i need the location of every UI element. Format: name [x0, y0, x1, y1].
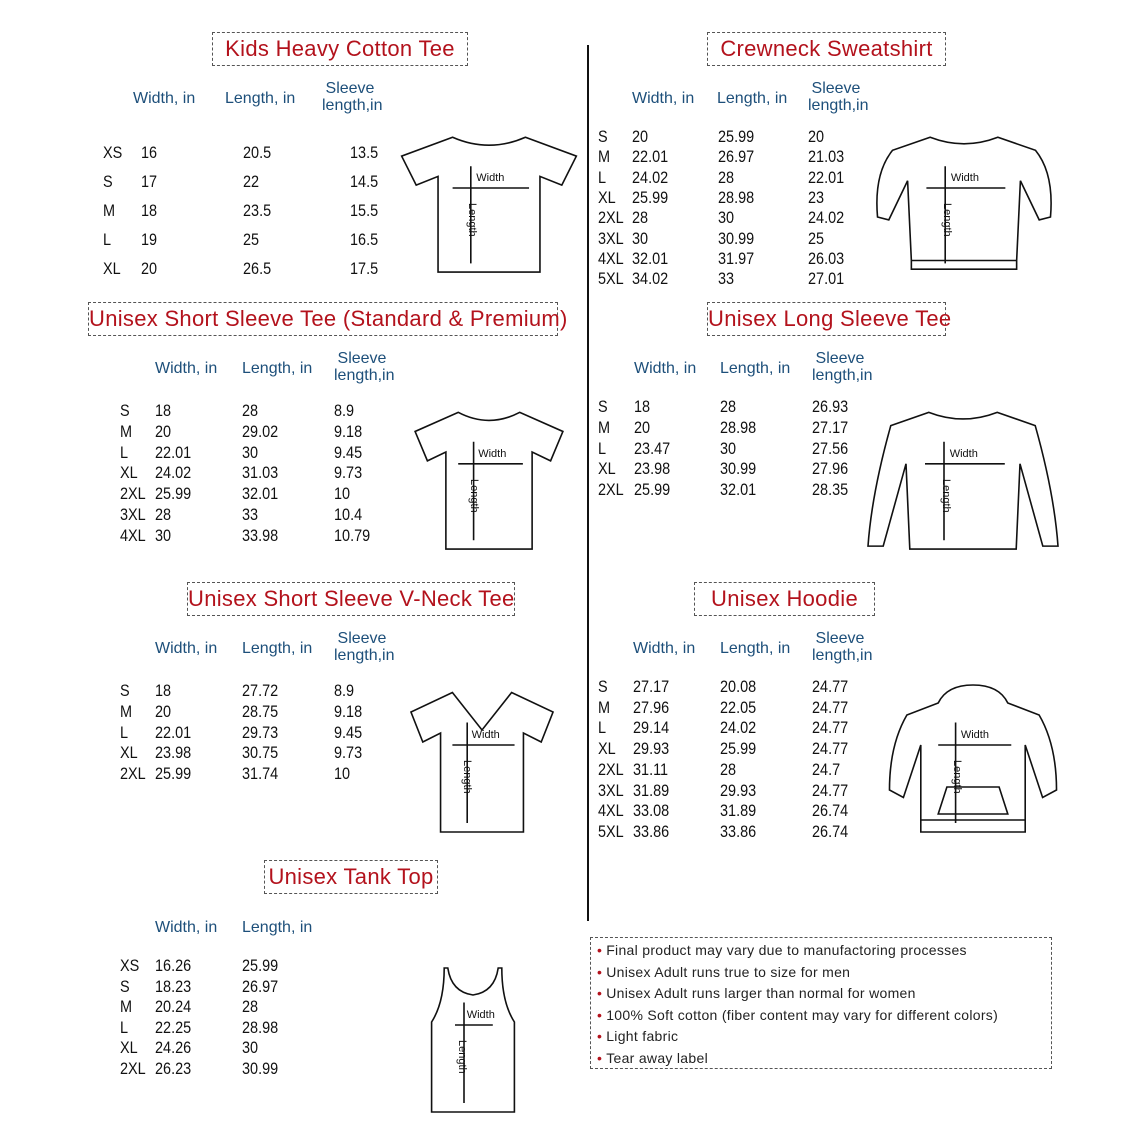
width-label: Width	[466, 1009, 495, 1021]
note-item: • Unisex Adult runs larger than normal for women	[597, 985, 916, 1002]
measurement-value: 18.23	[155, 976, 192, 996]
column-header: Width, in	[133, 90, 196, 107]
measurement-value: 31.74	[242, 764, 279, 784]
size-label: 2XL	[120, 1059, 146, 1078]
measurement-value: 16	[141, 143, 158, 162]
measurement-value: 22.01	[632, 147, 669, 167]
measurement-value: 24.77	[812, 780, 849, 800]
measurement-value: 29.14	[633, 718, 670, 738]
measurement-value: 8.9	[334, 401, 355, 420]
width-label: Width	[478, 447, 507, 460]
measurement-value: 20.24	[155, 997, 192, 1017]
size-label: 5XL	[598, 269, 624, 289]
size-label: S	[120, 976, 130, 996]
column-header: Length, in	[720, 640, 791, 657]
measurement-value: 25.99	[718, 127, 755, 146]
measurement-value: 33.08	[633, 801, 670, 821]
note-text: Unisex Adult runs true to size for men	[606, 963, 851, 980]
measurement-value: 20.5	[243, 143, 272, 162]
measurement-value: 28	[242, 401, 259, 420]
size-label: 2XL	[598, 208, 624, 228]
measurement-value: 9.45	[334, 722, 363, 742]
measurement-value: 24.77	[812, 739, 849, 759]
measurement-value: 20	[141, 259, 158, 278]
measurement-value: 9.73	[334, 463, 363, 483]
measurement-value: 30.99	[720, 459, 757, 479]
measurement-value: 23.98	[155, 743, 192, 763]
measurement-value: 10	[334, 764, 351, 784]
size-label: M	[598, 697, 611, 717]
measurement-value: 32.01	[632, 248, 669, 268]
width-label: Width	[950, 172, 979, 184]
size-label: L	[598, 167, 607, 187]
size-label: 4XL	[598, 801, 624, 821]
column-header: Sleeve length,in	[334, 350, 395, 384]
measurement-value: 20	[634, 417, 651, 437]
tank-illustration	[428, 965, 518, 1115]
measurement-value: 31.11	[633, 759, 669, 779]
measurement-value: 28	[632, 208, 649, 228]
size-label: 3XL	[598, 228, 624, 248]
measurement-value: 33	[242, 505, 259, 524]
measurement-value: 16.26	[155, 956, 192, 975]
measurement-value: 26.93	[812, 397, 849, 416]
measurement-value: 22.01	[808, 167, 845, 187]
column-header: Sleeve length,in	[808, 80, 869, 114]
length-label: Length	[939, 478, 952, 513]
size-label: S	[103, 172, 113, 191]
sweatshirt-illustration	[870, 130, 1058, 275]
column-header: Length, in	[242, 919, 313, 936]
size-label: XL	[103, 259, 121, 278]
measurement-value: 23	[808, 187, 825, 207]
column-header: Width, in	[155, 640, 218, 657]
note-item: • Light fabric	[597, 1028, 679, 1045]
note-text: 100% Soft cotton (fiber content may vary for different colors)	[606, 1006, 999, 1023]
length-label: Length	[455, 1040, 468, 1074]
measurement-value: 21.03	[808, 147, 845, 167]
measurement-value: 30.99	[718, 228, 755, 248]
size-label: L	[103, 230, 112, 249]
measurement-value: 32.01	[720, 480, 757, 500]
measurement-value: 26.74	[812, 821, 849, 841]
size-label: 3XL	[120, 505, 146, 524]
measurement-value: 25	[243, 230, 260, 249]
measurement-value: 15.5	[350, 201, 379, 220]
measurement-value: 28	[720, 759, 737, 779]
measurement-value: 27.01	[808, 269, 845, 289]
measurement-value: 25.99	[155, 764, 192, 784]
size-label: 4XL	[598, 248, 624, 268]
measurement-value: 28	[718, 167, 735, 187]
measurement-value: 17	[141, 172, 158, 191]
size-label: XL	[598, 459, 616, 479]
column-divider	[587, 45, 589, 921]
measurement-value: 27.17	[812, 417, 849, 437]
measurement-value: 16.5	[350, 230, 379, 249]
measurement-value: 31.89	[720, 801, 757, 821]
measurement-value: 27.56	[812, 438, 849, 458]
measurement-value: 10.79	[334, 525, 371, 545]
measurement-value: 22.01	[155, 722, 192, 742]
measurement-value: 20.08	[720, 677, 757, 696]
measurement-value: 31.89	[633, 780, 670, 800]
measurement-value: 29.93	[720, 780, 757, 800]
measurement-value: 25.99	[632, 187, 669, 207]
tee-illustration	[412, 405, 566, 552]
size-label: L	[598, 438, 607, 458]
measurement-value: 31.97	[718, 248, 755, 268]
column-header: Length, in	[720, 360, 791, 377]
measurement-value: 20	[155, 421, 172, 441]
measurement-value: 20	[632, 127, 649, 146]
measurement-value: 24.26	[155, 1038, 192, 1058]
measurement-value: 24.77	[812, 677, 849, 696]
size-label: S	[598, 677, 608, 696]
measurement-value: 24.77	[812, 697, 849, 717]
size-label: 2XL	[598, 480, 624, 500]
measurement-value: 29.93	[633, 739, 670, 759]
size-label: XL	[120, 463, 138, 483]
note-item: • Final product may vary due to manufactoring processes	[597, 942, 967, 958]
measurement-value: 13.5	[350, 143, 379, 162]
measurement-value: 30.75	[242, 743, 279, 763]
measurement-value: 33.98	[242, 525, 279, 545]
note-item: • Tear away label	[597, 1049, 708, 1066]
size-label: S	[598, 397, 608, 416]
width-label: Width	[960, 729, 989, 741]
size-label: XL	[120, 743, 138, 763]
notes-box	[590, 937, 1052, 1069]
measurement-value: 26.23	[155, 1059, 192, 1078]
size-label: S	[120, 681, 130, 700]
measurement-value: 33	[718, 269, 735, 289]
size-label: M	[103, 201, 116, 220]
size-label: 2XL	[120, 484, 146, 504]
measurement-value: 27.17	[633, 677, 670, 696]
size-label: 2XL	[120, 764, 146, 784]
size-label: XL	[598, 187, 616, 207]
size-label: XL	[120, 1038, 138, 1058]
measurement-value: 20	[155, 701, 172, 721]
measurement-value: 26.74	[812, 801, 849, 821]
measurement-value: 14.5	[350, 172, 379, 191]
size-label: L	[598, 718, 607, 738]
measurement-value: 23.5	[243, 201, 272, 220]
section-title-unisex-long-sleeve-tee: Unisex Long Sleeve Tee	[707, 302, 946, 336]
longsleeve-illustration	[868, 405, 1058, 552]
column-header: Sleeve length,in	[812, 630, 873, 664]
size-label: 3XL	[598, 780, 624, 800]
length-label: Length	[467, 478, 480, 513]
column-header: Width, in	[633, 640, 696, 657]
measurement-value: 30.99	[242, 1059, 279, 1078]
measurement-value: 18	[155, 401, 172, 420]
measurement-value: 29.02	[242, 421, 279, 441]
measurement-value: 24.02	[808, 208, 845, 228]
column-header: Length, in	[242, 360, 313, 377]
tee-illustration	[398, 130, 580, 275]
measurement-value: 24.02	[155, 463, 192, 483]
note-text: Unisex Adult runs larger than normal for women	[606, 985, 916, 1002]
column-header: Sleeve length,in	[322, 80, 383, 114]
size-label: L	[120, 1017, 129, 1037]
length-label: Length	[461, 760, 474, 794]
column-header: Length, in	[717, 90, 788, 107]
measurement-value: 25.99	[242, 956, 279, 975]
measurement-value: 9.73	[334, 743, 363, 763]
note-item: • Unisex Adult runs true to size for men	[597, 963, 851, 980]
size-label: M	[120, 997, 133, 1017]
measurement-value: 24.7	[812, 759, 841, 779]
size-label: M	[120, 421, 133, 441]
measurement-value: 30	[242, 442, 259, 462]
column-header: Length, in	[242, 640, 313, 657]
measurement-value: 10	[334, 484, 351, 504]
size-label: XS	[103, 143, 123, 162]
measurement-value: 10.4	[334, 505, 363, 524]
size-label: XS	[120, 956, 140, 975]
measurement-value: 24.77	[812, 718, 849, 738]
measurement-value: 25.99	[634, 480, 671, 500]
measurement-value: 28.98	[242, 1017, 279, 1037]
measurement-value: 27.96	[633, 697, 670, 717]
measurement-value: 22.05	[720, 697, 757, 717]
measurement-value: 28	[155, 505, 172, 524]
measurement-value: 9.18	[334, 701, 363, 721]
measurement-value: 9.18	[334, 421, 363, 441]
measurement-value: 33.86	[633, 821, 670, 841]
column-header: Width, in	[632, 90, 695, 107]
size-label: 2XL	[598, 759, 624, 779]
measurement-value: 34.02	[632, 269, 669, 289]
measurement-value: 28.75	[242, 701, 279, 721]
measurement-value: 29.73	[242, 722, 279, 742]
length-label: Length	[940, 202, 953, 237]
measurement-value: 25.99	[155, 484, 192, 504]
column-header: Sleeve length,in	[812, 350, 873, 384]
size-label: L	[120, 722, 129, 742]
measurement-value: 8.9	[334, 681, 355, 700]
measurement-value: 23.47	[634, 438, 671, 458]
measurement-value: 28	[720, 397, 737, 416]
measurement-value: 31.03	[242, 463, 279, 483]
measurement-value: 30	[242, 1038, 259, 1058]
measurement-value: 18	[141, 201, 158, 220]
measurement-value: 22.01	[155, 442, 192, 462]
size-label: S	[598, 127, 608, 146]
width-label: Width	[949, 447, 978, 460]
measurement-value: 22	[243, 172, 260, 191]
size-label: M	[120, 701, 133, 721]
column-header: Width, in	[155, 919, 218, 936]
measurement-value: 23.98	[634, 459, 671, 479]
note-text: Tear away label	[606, 1049, 708, 1066]
measurement-value: 26.03	[808, 248, 845, 268]
measurement-value: 28.98	[718, 187, 755, 207]
measurement-value: 18	[155, 681, 172, 700]
measurement-value: 26.5	[243, 259, 272, 278]
measurement-value: 24.02	[720, 718, 757, 738]
measurement-value: 30	[632, 228, 649, 248]
width-label: Width	[476, 172, 505, 184]
measurement-value: 32.01	[242, 484, 279, 504]
note-text: Final product may vary due to manufactoring processes	[606, 942, 967, 958]
measurement-value: 19	[141, 230, 158, 249]
measurement-value: 18	[634, 397, 651, 416]
size-label: 4XL	[120, 525, 146, 545]
hoodie-illustration	[886, 685, 1060, 835]
measurement-value: 9.45	[334, 442, 363, 462]
measurement-value: 30	[718, 208, 735, 228]
measurement-value: 27.96	[812, 459, 849, 479]
size-label: 5XL	[598, 821, 624, 841]
column-header: Width, in	[155, 360, 218, 377]
size-label: M	[598, 417, 611, 437]
size-label: M	[598, 147, 611, 167]
measurement-value: 25.99	[720, 739, 757, 759]
length-label: Length	[466, 202, 479, 237]
note-text: Light fabric	[606, 1028, 679, 1045]
measurement-value: 33.86	[720, 821, 757, 841]
measurement-value: 26.97	[718, 147, 755, 167]
measurement-value: 24.02	[632, 167, 669, 187]
note-item: • 100% Soft cotton (fiber content may vary for different colors)	[597, 1006, 999, 1023]
size-label: S	[120, 401, 130, 420]
size-label: XL	[598, 739, 616, 759]
section-title-crewneck-sweatshirt: Crewneck Sweatshirt	[707, 32, 946, 66]
length-label: Length	[950, 760, 963, 794]
section-title-unisex-hoodie: Unisex Hoodie	[694, 582, 875, 616]
column-header: Width, in	[634, 360, 697, 377]
size-label: L	[120, 442, 129, 462]
column-header: Length, in	[225, 90, 296, 107]
column-header: Sleeve length,in	[334, 630, 395, 664]
measurement-value: 30	[720, 438, 737, 458]
measurement-value: 27.72	[242, 681, 279, 700]
section-title-kids-heavy-cotton-tee: Kids Heavy Cotton Tee	[212, 32, 468, 66]
measurement-value: 28.35	[812, 480, 849, 500]
section-title-unisex-tank-top: Unisex Tank Top	[264, 860, 438, 894]
measurement-value: 26.97	[242, 976, 279, 996]
section-title-unisex-short-sleeve-v-neck-tee: Unisex Short Sleeve V-Neck Tee	[187, 582, 515, 616]
measurement-value: 30	[155, 525, 172, 545]
vneck-illustration	[408, 685, 556, 835]
measurement-value: 28.98	[720, 417, 757, 437]
width-label: Width	[471, 729, 500, 741]
measurement-value: 20	[808, 127, 825, 146]
measurement-value: 17.5	[350, 259, 379, 278]
section-title-unisex-short-sleeve-tee: Unisex Short Sleeve Tee (Standard & Premium)	[88, 302, 558, 336]
measurement-value: 28	[242, 997, 259, 1017]
measurement-value: 22.25	[155, 1017, 192, 1037]
measurement-value: 25	[808, 228, 825, 248]
